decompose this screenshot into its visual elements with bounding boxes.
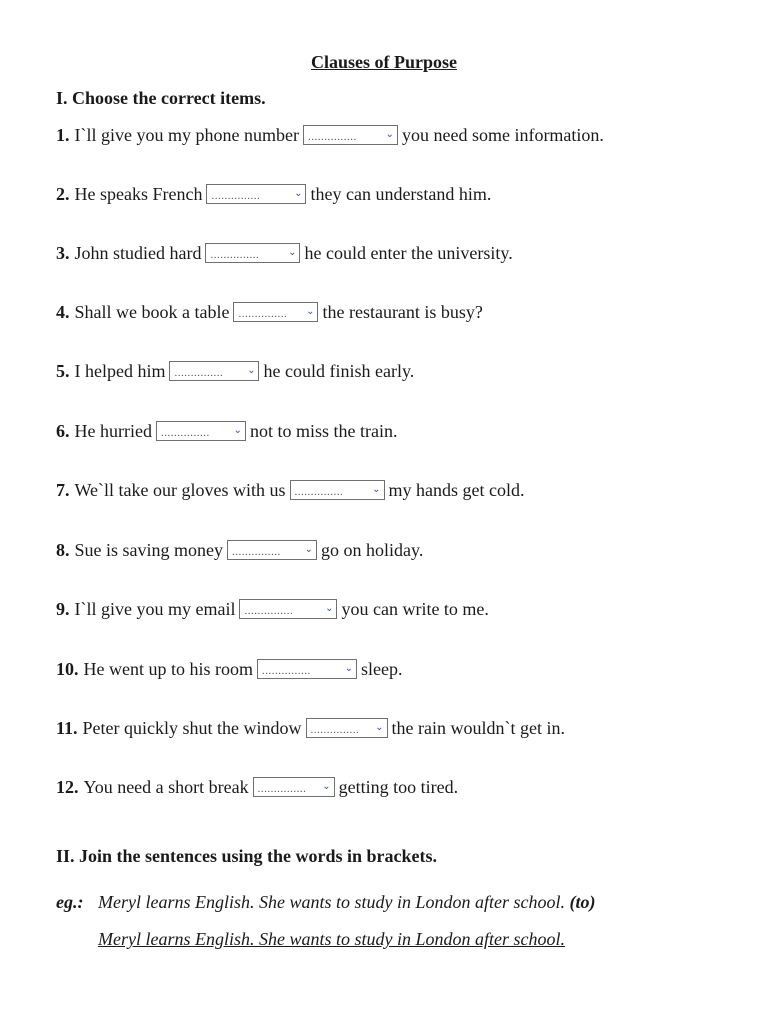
chevron-down-icon: ⌄ — [304, 544, 313, 555]
question-text-before: Shall we book a table — [74, 301, 230, 322]
chevron-down-icon: ⌄ — [306, 306, 315, 317]
question-8 — [56, 537, 423, 563]
question-text-before: He speaks French — [74, 183, 203, 204]
question-number: 6. — [56, 420, 70, 441]
question-text-after: they can understand him. — [310, 183, 492, 204]
answer-dropdown[interactable] — [303, 125, 398, 145]
dropdown-placeholder: ............... — [211, 190, 261, 202]
question-text-before: I`ll give you my phone number — [74, 124, 299, 145]
question-number: 5. — [56, 360, 70, 381]
question-text-before: We`ll take our gloves with us — [74, 479, 286, 500]
question-text-after: he could enter the university. — [304, 242, 513, 263]
question-4 — [56, 299, 483, 325]
question-1 — [56, 122, 604, 148]
question-text-after: sleep. — [360, 658, 403, 679]
question-5 — [56, 358, 414, 384]
answer-dropdown[interactable] — [169, 361, 259, 381]
question-2 — [56, 181, 491, 207]
question-3 — [56, 240, 513, 266]
question-number: 11. — [56, 717, 78, 738]
question-text-after: he could finish early. — [263, 360, 415, 381]
answer-dropdown[interactable] — [253, 777, 335, 797]
question-number: 3. — [56, 242, 70, 263]
dropdown-placeholder: ............... — [238, 308, 288, 320]
question-9 — [56, 596, 489, 622]
question-text-after: you need some information. — [401, 124, 604, 145]
question-number: 9. — [56, 598, 70, 619]
question-text-after: you can write to me. — [341, 598, 489, 619]
question-text-after: my hands get cold. — [388, 479, 525, 500]
question-text-before: I`ll give you my email — [74, 598, 236, 619]
question-text-after: the rain wouldn`t get in. — [391, 717, 565, 738]
dropdown-placeholder: ............... — [307, 131, 357, 143]
question-number: 2. — [56, 183, 70, 204]
dropdown-placeholder: ............... — [160, 427, 210, 439]
chevron-down-icon: ⌄ — [322, 781, 331, 792]
title-text: Clauses of Purpose — [310, 52, 457, 72]
dropdown-placeholder: ............... — [174, 367, 224, 379]
question-6 — [56, 418, 397, 444]
chevron-down-icon: ⌄ — [294, 188, 303, 199]
dropdown-placeholder: ............... — [261, 665, 311, 677]
question-text-before: Peter quickly shut the window — [82, 717, 302, 738]
chevron-down-icon: ⌄ — [385, 129, 394, 140]
question-number: 10. — [56, 658, 79, 679]
question-number: 8. — [56, 539, 70, 560]
question-11 — [56, 715, 565, 741]
question-12 — [56, 774, 458, 800]
example-hint: (to) — [569, 892, 596, 912]
chevron-down-icon: ⌄ — [344, 663, 353, 674]
answer-dropdown[interactable] — [233, 302, 318, 322]
chevron-down-icon: ⌄ — [288, 247, 297, 258]
example-answer: Meryl learns English. She wants to study in London after school. — [98, 929, 565, 949]
question-7 — [56, 477, 525, 503]
section-1-heading: I. Choose the correct items. — [56, 88, 266, 108]
answer-dropdown[interactable] — [239, 599, 337, 619]
chevron-down-icon: ⌄ — [372, 484, 381, 495]
question-number: 7. — [56, 479, 70, 500]
example-sentence — [56, 892, 595, 913]
question-text-before: Sue is saving money — [74, 539, 223, 560]
answer-dropdown[interactable] — [257, 659, 357, 679]
answer-dropdown[interactable] — [290, 480, 385, 500]
question-10 — [56, 656, 402, 682]
dropdown-placeholder: ............... — [294, 486, 344, 498]
dropdown-placeholder: ............... — [244, 605, 294, 617]
question-number: 12. — [56, 776, 79, 797]
example-label: eg.: — [56, 892, 84, 912]
question-text-before: You need a short break — [83, 776, 249, 797]
question-text-after: getting too tired. — [338, 776, 459, 797]
question-text-before: He hurried — [74, 420, 152, 441]
dropdown-placeholder: ............... — [232, 546, 281, 558]
chevron-down-icon: ⌄ — [233, 425, 242, 436]
question-number: 4. — [56, 301, 70, 322]
question-number: 1. — [56, 124, 70, 145]
example-text: Meryl learns English. She wants to study in London after school. — [97, 892, 565, 912]
section-2-heading: II. Join the sentences using the words in brackets. — [56, 846, 438, 866]
question-text-after: not to miss the train. — [249, 420, 398, 441]
answer-dropdown[interactable] — [205, 243, 300, 263]
chevron-down-icon: ⌄ — [247, 365, 256, 376]
question-text-after: the restaurant is busy? — [322, 301, 483, 322]
answer-dropdown[interactable] — [156, 421, 246, 441]
question-text-before: John studied hard — [74, 242, 202, 263]
answer-dropdown[interactable] — [306, 718, 388, 738]
answer-dropdown[interactable] — [206, 184, 306, 204]
question-text-before: He went up to his room — [83, 658, 253, 679]
chevron-down-icon: ⌄ — [325, 603, 334, 614]
dropdown-placeholder: ............... — [210, 249, 260, 261]
worksheet-title — [0, 52, 768, 73]
question-text-before: I helped him — [74, 360, 166, 381]
dropdown-placeholder: ............... — [257, 783, 307, 795]
chevron-down-icon: ⌄ — [375, 722, 384, 733]
question-text-after: go on holiday. — [321, 539, 424, 560]
answer-dropdown[interactable] — [227, 540, 317, 560]
dropdown-placeholder: ............... — [310, 724, 360, 736]
